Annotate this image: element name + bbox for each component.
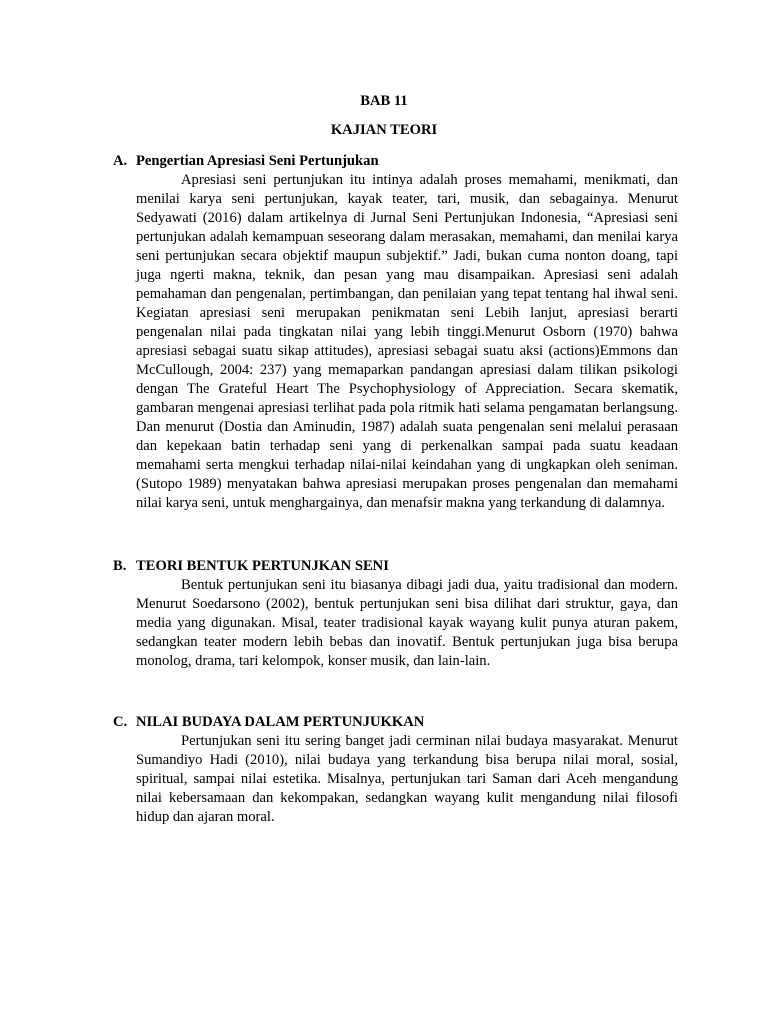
section-title: NILAI BUDAYA DALAM PERTUNJUKKAN [136,714,425,730]
page-title: KAJIAN TEORI [330,122,438,138]
section-b [113,557,678,671]
section-number: C. [113,714,128,730]
section-heading [113,713,678,732]
section-number: A. [113,153,128,169]
section-a [113,152,678,513]
section-title: TEORI BENTUK PERTUNJKAN SENI [136,558,389,574]
section-paragraph: Apresiasi seni pertunjukan itu intinya adalah proses memahami, menikmati, dan menilai karya seni pertunjukan, kayak teater, tari, musik, dan sebagainya. Menurut Sedyawati (2016) dalam artikelnya di Jurnal Seni Pertunjukan Indonesia, “Apresiasi seni pertunjukan adalah kemampuan seseorang dalam merasakan, memahami, dan menilai karya seni pertunjukan secara objektif maupun subjektif.” Jadi, bukan cuma nonton doang, tapi juga ngerti makna, teknik, dan pesan yang mau disampaikan. Apresiasi seni adalah pemahaman dan pengenalan, pertimbangan, dan penilaian yang tepat tentang hal ihwal seni. Kegiatan apresiasi seni merupakan penikmatan seni Lebih lanjut, apresiasi berarti pengenalan nilai pada tingkatan nilai yang lebih tinggi.Menurut Osborn (1970) bahwa apresiasi sebagai suatu sikap attitudes), apresiasi sebagai suatu aksi (actions)Emmons dan McCullough, 2004: 237) yang memaparkan pandangan apresiasi dalam tilikan psikologi dengan The Grateful Heart The Psychophysiology of Appreciation. Secara skematik, gambaran mengenai apresiasi terlihat pada pola ritmik hati selama pengamatan berlangsung. Dan menurut (Dostia dan Aminudin, 1987) adalah suata pengenalan seni melalui perasaan dan kepekaan batin terhadap seni yang di perkenalkan sampai pada suatu keadaan memahami serta mengkui terhadap nilai-nilai keindahan yang di ungkapkan oleh seniman. (Sutopo 1989) menyatakan bahwa apresiasi merupakan proses pengenalan dan memahami nilai karya seni, untuk menghargainya, dan menafsir makna yang terkandung di dalamnya. [136,172,678,511]
section-paragraph: Bentuk pertunjukan seni itu biasanya dibagi jadi dua, yaitu tradisional dan modern. Menurut Soedarsono (2002), bentuk pertunjukan seni bisa dilihat dari struktur, gaya, dan media yang digunakan. Misal, teater tradisional kayak wayang kulit punya aturan pakem, sedangkan teater modern lebih bebas dan inovatif. Bentuk pertunjukan juga bisa berupa monolog, drama, tari kelompok, konser musik, dan lain-lain. [136,577,678,669]
section-number: B. [113,558,127,574]
section-paragraph: Pertunjukan seni itu sering banget jadi cerminan nilai budaya masyarakat. Menurut Sumandiyo Hadi (2010), nilai budaya yang terkandung bisa berupa nilai moral, sosial, spiritual, sampai nilai estetika. Misalnya, pertunjukan tari Saman dari Aceh mengandung nilai kebersamaan dan kekompakan, sedangkan wayang kulit mengandung nilai filosofi hidup dan ajaran moral. [136,733,678,825]
chapter-label: BAB 11 [360,93,408,109]
section-title: Pengertian Apresiasi Seni Pertunjukan [136,153,379,169]
section-heading [113,557,678,576]
section-heading [113,152,678,171]
section-c [113,713,678,827]
